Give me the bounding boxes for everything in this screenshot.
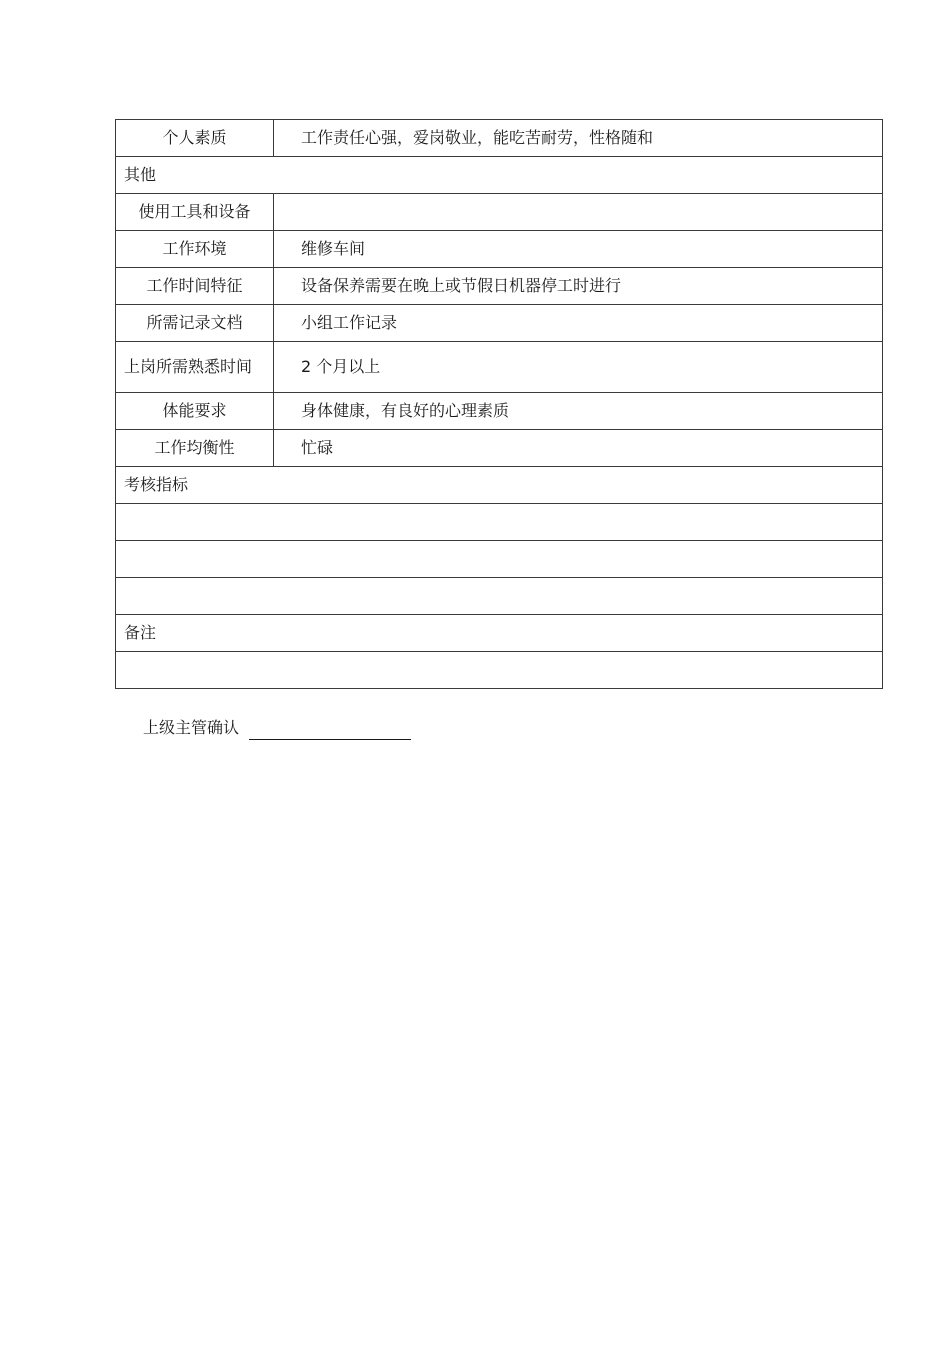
row-label-familiarization-time: 上岗所需熟悉时间: [116, 342, 274, 393]
table-row: [116, 120, 883, 157]
row-value-tools-equipment: [274, 194, 883, 231]
blank-cell: [116, 504, 883, 541]
row-label-workload-balance: 工作均衡性: [116, 430, 274, 467]
signoff-label: 上级主管确认: [143, 718, 240, 737]
row-value-work-environment: 维修车间: [274, 231, 883, 268]
row-label-work-environment: 工作环境: [116, 231, 274, 268]
row-label-personal-quality: 个人素质: [116, 120, 274, 157]
table-row: [116, 652, 883, 689]
table-row: [116, 615, 883, 652]
table-row: [116, 231, 883, 268]
row-label-tools-equipment: 使用工具和设备: [116, 194, 274, 231]
blank-cell: [116, 541, 883, 578]
row-value-required-records: 小组工作记录: [274, 305, 883, 342]
section-header-other: 其他: [116, 157, 883, 194]
table-row: [116, 268, 883, 305]
table-row: [116, 157, 883, 194]
table-row: [116, 393, 883, 430]
blank-cell: [116, 578, 883, 615]
row-label-required-records: 所需记录文档: [116, 305, 274, 342]
row-value-personal-quality: 工作责任心强，爱岗敬业，能吃苦耐劳，性格随和: [274, 120, 883, 157]
row-value-workload-balance: 忙碌: [274, 430, 883, 467]
table-row: [116, 305, 883, 342]
section-header-assessment: 考核指标: [116, 467, 883, 504]
supervisor-signoff: [143, 716, 411, 740]
row-value-work-hours: 设备保养需要在晚上或节假日机器停工时进行: [274, 268, 883, 305]
row-value-familiarization-time: 2 个月以上: [274, 342, 883, 393]
table-row: [116, 467, 883, 504]
row-label-work-hours: 工作时间特征: [116, 268, 274, 305]
table-row: [116, 504, 883, 541]
blank-cell: [116, 652, 883, 689]
table-row: [116, 342, 883, 393]
section-header-remarks: 备注: [116, 615, 883, 652]
table-row: [116, 578, 883, 615]
job-description-table: [115, 119, 883, 689]
row-label-physical-requirements: 体能要求: [116, 393, 274, 430]
table-row: [116, 194, 883, 231]
table-row: [116, 430, 883, 467]
row-value-physical-requirements: 身体健康，有良好的心理素质: [274, 393, 883, 430]
table-row: [116, 541, 883, 578]
signature-line[interactable]: [249, 719, 411, 740]
